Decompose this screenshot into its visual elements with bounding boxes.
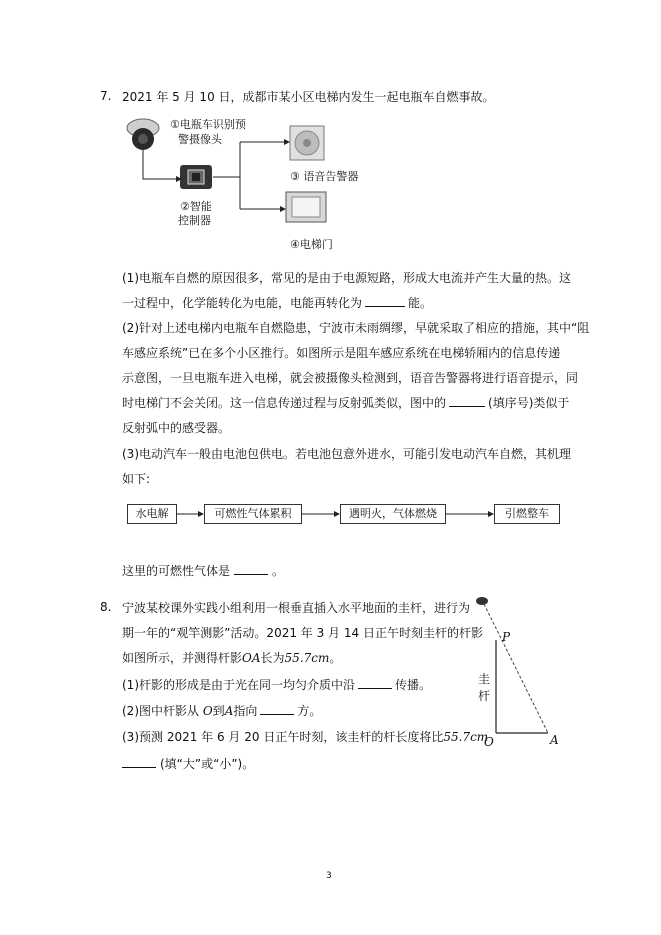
flow-step-3: 遇明火，气体燃烧 <box>340 504 446 524</box>
alarm-icon <box>290 126 324 160</box>
question-7-intro: 2021 年 5 月 10 日，成都市某小区电梯内发生一起电瓶车自燃事故。 <box>122 90 495 104</box>
q7-part2-line3: 示意图，一旦电瓶车进入电梯，就会被摄像头检测到，语音告警器将进行语音提示，同 <box>122 371 579 385</box>
sun-icon <box>476 597 488 605</box>
flow-arrows <box>0 500 661 530</box>
flow-step-4: 引燃整车 <box>494 504 560 524</box>
blank-6[interactable] <box>122 767 156 768</box>
q7-part2-line2: 车感应系统”已在多个小区推行。如图所示是阻车感应系统在电梯轿厢内的信息传递 <box>122 346 561 360</box>
flow-step-2: 可燃性气体累积 <box>204 504 302 524</box>
blank-2[interactable] <box>449 406 485 407</box>
alarm-label: ③ 语音告警器 <box>290 170 359 183</box>
q8-part3: (3)预测 2021 年 6 月 20 日正午时刻，该圭杆的杆长度将比55.7cm <box>122 730 489 744</box>
camera-label-line2: 警摄像头 <box>178 133 222 146</box>
blank-5[interactable] <box>260 714 294 715</box>
q7-part3-line2: 如下: <box>122 472 151 486</box>
q7-part2-line5: 反射弧中的感受器。 <box>122 421 231 435</box>
q8-part3-cont: (填“大”或“小”)。 <box>122 756 254 772</box>
label-A: A <box>550 733 559 747</box>
q8-line3: 如图所示，并测得杆影OA长为55.7cm。 <box>122 651 342 665</box>
q7-part2-line1: (2)针对上述电梯内电瓶车自燃隐患，宁波市未雨绸缪，早就采取了相应的措施，其中“阻 <box>122 321 590 335</box>
q8-part2: (2)图中杆影从 O到A指向 方。 <box>122 704 322 718</box>
q7-part1-line2: 一过程中，化学能转化为电能，电能再转化为 能。 <box>122 296 433 310</box>
controller-icon <box>180 165 212 189</box>
diagram-graphics <box>118 112 378 262</box>
q8-line1: 宁波某校课外实践小组利用一根垂直插入水平地面的圭杆，进行为 <box>122 601 471 615</box>
blank-3[interactable] <box>234 574 268 575</box>
controller-label-line2: 控制器 <box>178 214 211 227</box>
elevator-door-icon <box>286 192 326 222</box>
page-number: 3 <box>326 871 332 881</box>
question-8-number: 8. <box>100 600 112 614</box>
camera-label-line1: ①电瓶车识别预 <box>170 118 246 131</box>
q7-part3-question: 这里的可燃性气体是 。 <box>122 564 285 578</box>
q7-part1-line1: (1)电瓶车自燃的原因很多，常见的是由于电源短路，形成大电流并产生大量的热。这 <box>122 271 572 285</box>
question-7-number: 7. <box>100 89 112 103</box>
blank-4[interactable] <box>358 688 392 689</box>
label-gui: 圭 <box>478 672 491 686</box>
door-label: ④电梯门 <box>290 238 333 251</box>
q8-line2: 期一年的“观竿测影”活动。2021 年 3 月 14 日正午时刻圭杆的杆影 <box>122 626 483 640</box>
camera-icon <box>127 119 159 150</box>
q8-part1: (1)杆影的形成是由于光在同一均匀介质中沿 传播。 <box>122 678 432 692</box>
flow-step-1: 水电解 <box>127 504 177 524</box>
gnomon-figure <box>470 595 570 755</box>
controller-label-line1: ②智能 <box>180 200 212 213</box>
q7-part3-line1: (3)电动汽车一般由电池包供电。若电池包意外进水，可能引发电动汽车自燃，其机理 <box>122 447 572 461</box>
blank-1[interactable] <box>365 306 405 307</box>
label-P: P <box>502 630 511 644</box>
q7-part2-line4: 时电梯门不会关闭。这一信息传递过程与反射弧类似，图中的 (填序号)类似于 <box>122 396 570 410</box>
label-O: O <box>484 735 494 749</box>
label-gan: 杆 <box>478 689 491 703</box>
elevator-system-diagram <box>118 112 378 262</box>
